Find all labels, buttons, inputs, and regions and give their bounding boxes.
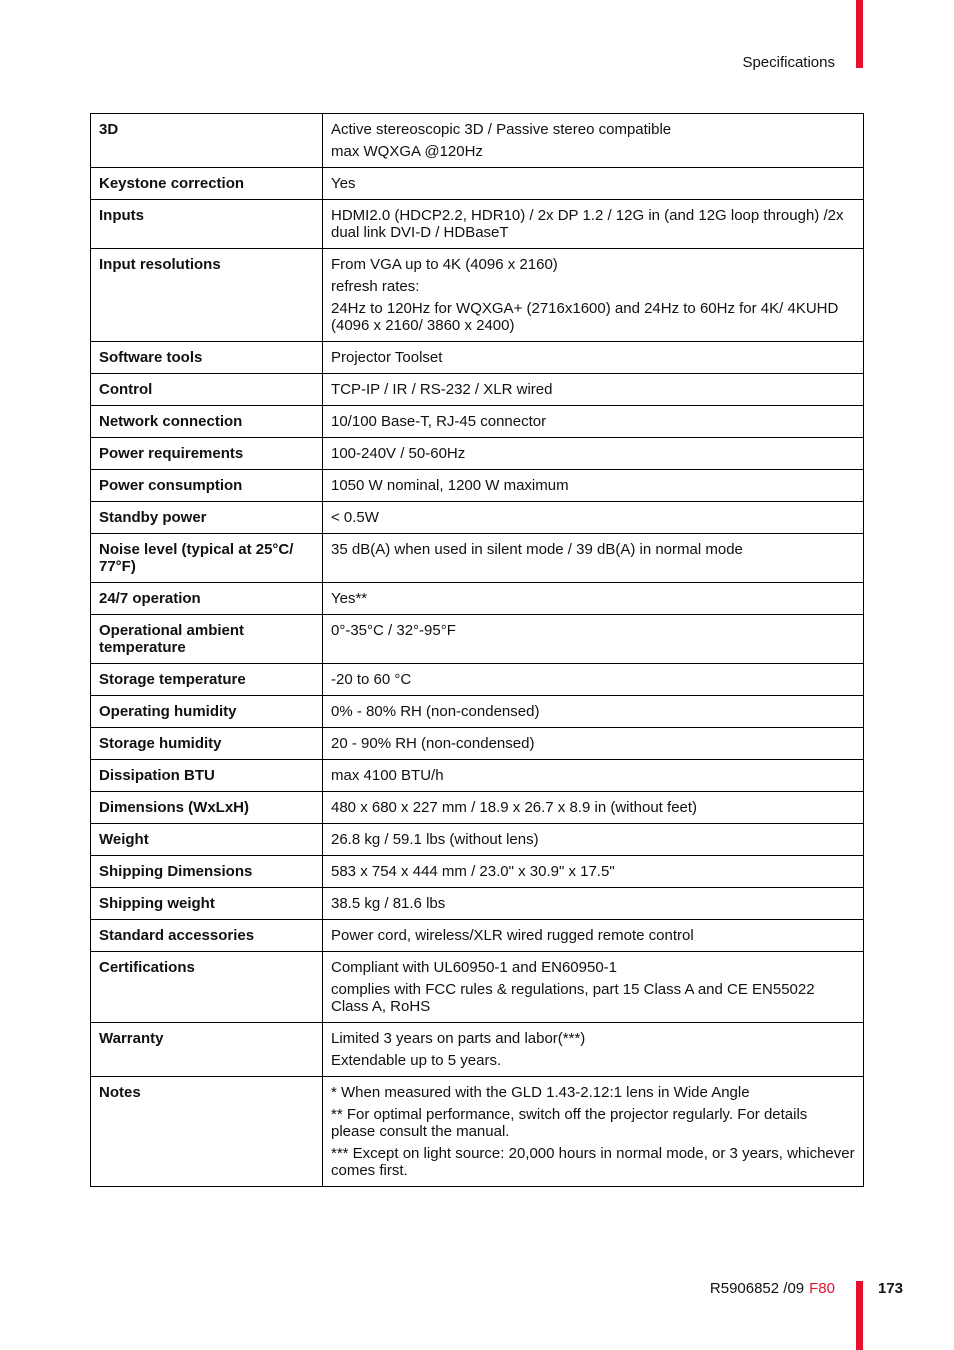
spec-value-line: 20 - 90% RH (non-condensed) [331,735,535,752]
spec-row [91,615,864,664]
spec-label: Input resolutions [91,249,323,342]
spec-value [323,502,864,534]
spec-row [91,792,864,824]
spec-label: Shipping weight [91,888,323,920]
spec-label: Dimensions (WxLxH) [91,792,323,824]
spec-value [323,920,864,952]
spec-label: Dissipation BTU [91,760,323,792]
spec-label: Notes [91,1077,323,1187]
spec-label: Inputs [91,200,323,249]
spec-value [323,664,864,696]
spec-row [91,406,864,438]
spec-row [91,502,864,534]
spec-value-line: *** Except on light source: 20,000 hours in normal mode, or 3 years, whichever comes first. [331,1145,855,1179]
spec-row [91,438,864,470]
section-title: Specifications [742,54,835,71]
spec-row [91,200,864,249]
spec-value-line: < 0.5W [331,509,379,526]
spec-value [323,1077,864,1187]
spec-value [323,168,864,200]
spec-row [91,249,864,342]
spec-row [91,168,864,200]
spec-value [323,374,864,406]
spec-value-line: Projector Toolset [331,349,443,366]
spec-value-line: 0°-35°C / 32°-95°F [331,622,456,639]
spec-value-line: 10/100 Base-T, RJ-45 connector [331,413,547,430]
spec-value [323,470,864,502]
spec-value [323,583,864,615]
spec-value [323,114,864,168]
spec-label: Standby power [91,502,323,534]
spec-row [91,856,864,888]
spec-value [323,438,864,470]
spec-label: Noise level (typical at 25°C/ 77°F) [91,534,323,583]
spec-label: Shipping Dimensions [91,856,323,888]
spec-row [91,952,864,1023]
spec-value-line: 1050 W nominal, 1200 W maximum [331,477,569,494]
spec-value-line: HDMI2.0 (HDCP2.2, HDR10) / 2x DP 1.2 / 12G in (and 12G loop through) /2x dual link DVI-D / HDBaseT [331,207,844,241]
spec-value-line: 24Hz to 120Hz for WQXGA+ (2716x1600) and 24Hz to 60Hz for 4K/ 4KUHD (4096 x 2160/ 3860 x 2400) [331,300,839,334]
spec-value [323,856,864,888]
spec-label: Standard accessories [91,920,323,952]
spec-value-line: 35 dB(A) when used in silent mode / 39 dB(A) in normal mode [331,541,743,558]
spec-value-line: max 4100 BTU/h [331,767,444,784]
spec-label: Power consumption [91,470,323,502]
spec-label: Warranty [91,1023,323,1077]
spec-row [91,664,864,696]
document-number: R5906852 /09 [709,1280,805,1297]
spec-value-line: complies with FCC rules & regulations, part 15 Class A and CE EN55022 Class A, RoHS [331,981,815,1015]
spec-row [91,888,864,920]
spec-value [323,760,864,792]
spec-row [91,114,864,168]
spec-value [323,952,864,1023]
spec-value-line: 480 x 680 x 227 mm / 18.9 x 26.7 x 8.9 in (without feet) [331,799,698,816]
spec-label: Certifications [91,952,323,1023]
spec-value [323,534,864,583]
spec-value-line: Compliant with UL60950-1 and EN60950-1 [331,959,618,976]
spec-label: 3D [91,114,323,168]
specifications-table [90,113,864,1187]
spec-value-line: 38.5 kg / 81.6 lbs [331,895,446,912]
spec-row [91,824,864,856]
spec-label: Operational ambient temperature [91,615,323,664]
spec-value-line: 583 x 754 x 444 mm / 23.0" x 30.9" x 17.5" [331,863,615,880]
spec-value [323,1023,864,1077]
spec-value-line: Power cord, wireless/XLR wired rugged remote control [331,927,694,944]
spec-value [323,615,864,664]
spec-label: Operating humidity [91,696,323,728]
spec-value [323,406,864,438]
spec-row [91,920,864,952]
spec-value [323,696,864,728]
spec-value-line: max WQXGA @120Hz [331,143,483,160]
spec-value-line: Yes** [331,590,368,607]
spec-value-line: refresh rates: [331,278,420,295]
spec-value [323,792,864,824]
bottom-accent-bar [856,1281,863,1350]
spec-label: Storage temperature [91,664,323,696]
spec-row [91,534,864,583]
spec-value-line: Limited 3 years on parts and labor(***) [331,1030,586,1047]
spec-value [323,342,864,374]
spec-row [91,583,864,615]
spec-value [323,728,864,760]
spec-value-line: 0% - 80% RH (non-condensed) [331,703,540,720]
spec-row [91,696,864,728]
spec-value-line: Extendable up to 5 years. [331,1052,502,1069]
spec-value [323,888,864,920]
spec-value [323,200,864,249]
spec-value-line: -20 to 60 °C [331,671,412,688]
spec-row [91,728,864,760]
spec-label: Software tools [91,342,323,374]
spec-value-line: * When measured with the GLD 1.43-2.12:1 lens in Wide Angle [331,1084,750,1101]
specifications-table-body [91,114,864,1187]
spec-row [91,342,864,374]
spec-row [91,374,864,406]
product-model: F80 [809,1280,835,1297]
spec-value [323,824,864,856]
footer-document-info [710,1280,835,1298]
spec-value-line: ** For optimal performance, switch off the projector regularly. For details please consult the manual. [331,1106,808,1140]
spec-row [91,760,864,792]
spec-value [323,249,864,342]
spec-label: Keystone correction [91,168,323,200]
spec-row [91,1023,864,1077]
spec-label: 24/7 operation [91,583,323,615]
page-number: 173 [878,1280,904,1297]
spec-row [91,1077,864,1187]
spec-label: Power requirements [91,438,323,470]
spec-label: Network connection [91,406,323,438]
spec-label: Weight [91,824,323,856]
spec-value-line: 26.8 kg / 59.1 lbs (without lens) [331,831,539,848]
top-accent-bar [856,0,863,68]
spec-value-line: TCP-IP / IR / RS-232 / XLR wired [331,381,553,398]
spec-row [91,470,864,502]
spec-value-line: 100-240V / 50-60Hz [331,445,466,462]
spec-label: Control [91,374,323,406]
spec-value-line: From VGA up to 4K (4096 x 2160) [331,256,558,273]
spec-value-line: Active stereoscopic 3D / Passive stereo compatible [331,121,672,138]
spec-value-line: Yes [331,175,356,192]
spec-label: Storage humidity [91,728,323,760]
